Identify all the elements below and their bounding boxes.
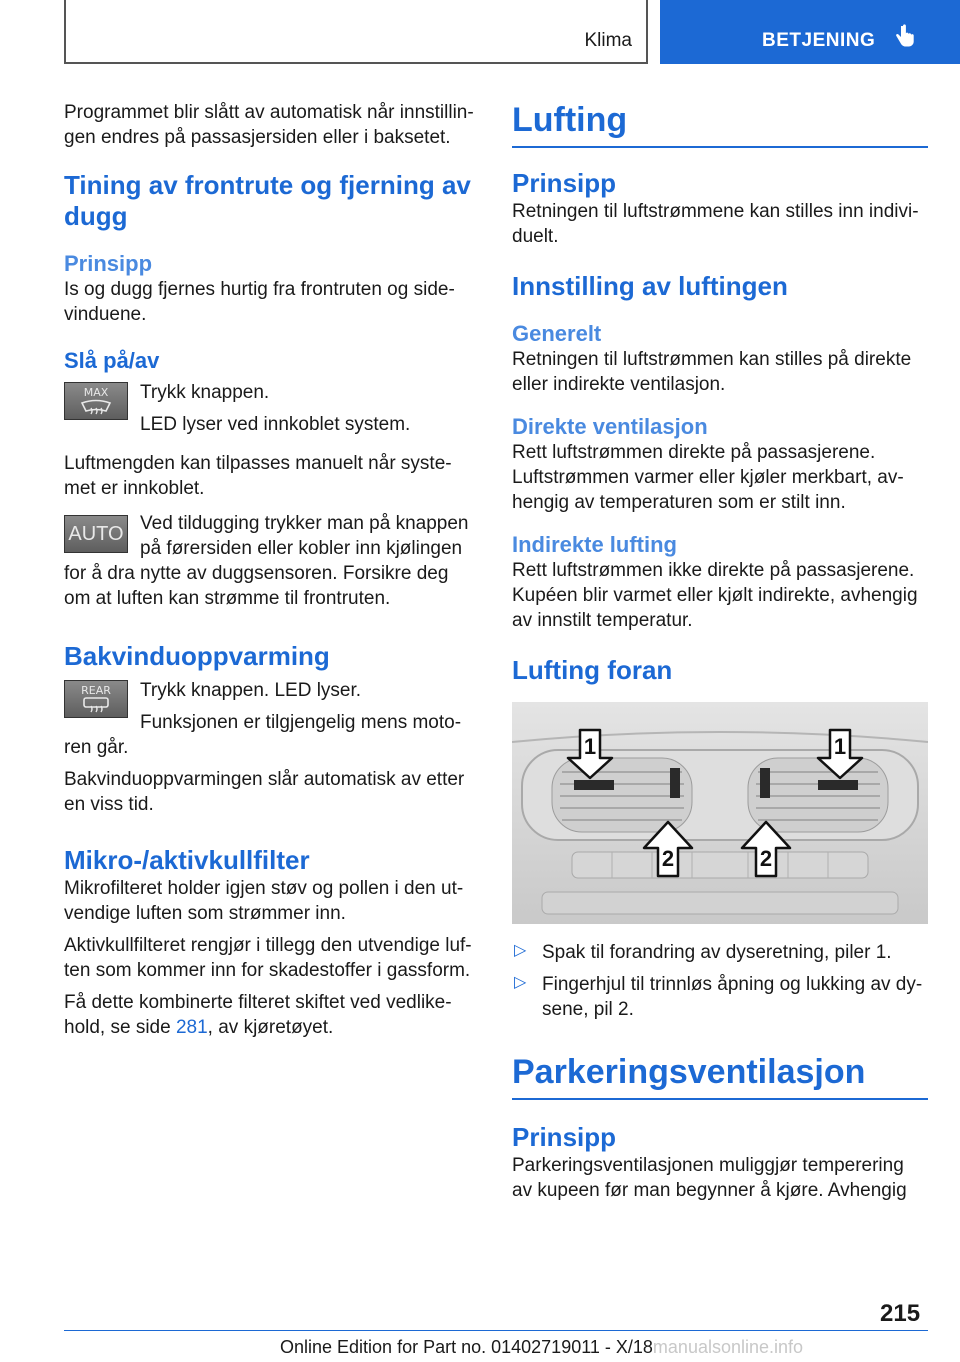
defrost-title-line-2: dugg — [64, 201, 128, 231]
indirect-line-2: Kupéen blir varmet eller kjølt indirekte, avhengig — [512, 585, 918, 606]
header-section-title: Klima — [584, 30, 632, 51]
footer-divider — [64, 1330, 928, 1331]
active-carbon-line-1: Aktivkullfilteret rengjør i tillegg den utvendige luf- — [64, 935, 472, 956]
rear-defrost-row — [64, 678, 476, 735]
intro-line-2: gen endres på passasjersiden eller i baksetet. — [64, 127, 451, 148]
max-defrost-button-icon — [64, 382, 128, 420]
auto-line-4: om at luften kan strømme til frontruten. — [64, 588, 391, 609]
direct-line-1: Rett luftstrømmen direkte på passasjerene. — [512, 442, 876, 463]
parking-line-2: av kupeen før man begynner å kjøre. Avhengig — [512, 1180, 907, 1201]
intro-line-1: Programmet blir slått av automatisk når innstillin- — [64, 102, 474, 123]
rear-button-label: REAR — [81, 684, 111, 697]
dashboard-vents-figure — [512, 702, 928, 924]
right-column — [512, 100, 928, 1203]
defrost-title-line-1: Tining av frontrute og fjerning av — [64, 170, 471, 200]
arrow-2-left-label: 2 — [661, 846, 675, 871]
arrow-2-right-label: 2 — [759, 846, 773, 871]
parking-prinsipp-heading: Prinsipp — [512, 1122, 617, 1152]
defrost-prinsipp-line-2: vinduene. — [64, 304, 147, 325]
filter-title: Mikro-/aktivkullfilter — [64, 845, 310, 875]
rear-line-3: ren går. — [64, 737, 129, 758]
airflow-line-2: met er innkoblet. — [64, 478, 205, 499]
rear-window-title: Bakvinduoppvarming — [64, 641, 330, 671]
defrost-prinsipp-heading: Prinsipp — [64, 251, 153, 276]
page-281-link[interactable]: 281 — [175, 1017, 208, 1038]
direct-heading: Direkte ventilasjon — [512, 414, 708, 439]
footer-edition-line — [280, 1337, 803, 1358]
header-chapter-box — [660, 0, 960, 64]
vent-bullet-2-line-2: sene, pil 2. — [542, 999, 634, 1020]
lufting-title: Lufting — [512, 100, 928, 148]
arrow-1-left-label: 1 — [583, 734, 597, 759]
rear-defrost-button-icon — [64, 680, 128, 718]
filter-line-2: vendige luften som strømmer inn. — [64, 903, 346, 924]
vent-bullet-1-line-1: Spak til forandring av dyseretning, piler 1. — [542, 942, 892, 963]
auto-line-1: Ved tildugging trykker man på knappen — [140, 513, 469, 534]
onoff-heading: Slå på/av — [64, 348, 160, 373]
vent-bullet-2-line-1: Fingerhjul til trinnløs åpning og lukking av dy- — [542, 974, 923, 995]
generelt-line-2: eller indirekte ventilasjon. — [512, 374, 726, 395]
airflow-line-1: Luftmengden kan tilpasses manuelt når syste- — [64, 453, 452, 474]
filter-line-1: Mikrofilteret holder igjen støv og pollen i den ut- — [64, 878, 464, 899]
service-prefix: hold, se side — [64, 1017, 176, 1038]
indirect-heading: Indirekte lufting — [512, 532, 677, 557]
auto-line-3: for å dra nytte av duggsensoren. Forsikre deg — [64, 563, 449, 584]
rear-step-1: Trykk knappen. LED lyser. — [140, 680, 362, 701]
service-line-2 — [64, 1015, 476, 1040]
indirect-line-3: av innstilt temperatur. — [512, 610, 693, 631]
footer-edition: Online Edition for Part no. 01402719011 - X/18 — [280, 1337, 653, 1357]
page-number: 215 — [880, 1300, 921, 1327]
auto-line-2: på førersiden eller kobler inn kjølingen — [140, 538, 463, 559]
generelt-heading: Generelt — [512, 321, 602, 346]
lufting-prinsipp-line-1: Retningen til luftstrømmene kan stilles inn indivi- — [512, 201, 919, 222]
bullet-triangle-icon: ▷ — [514, 942, 527, 959]
rear-line-2: Funksjonen er tilgjengelig mens moto- — [140, 712, 462, 733]
lufting-prinsipp-heading: Prinsipp — [512, 168, 617, 198]
generelt-line-1: Retningen til luftstrømmen kan stilles på direkte — [512, 349, 912, 370]
setting-title: Innstilling av luftingen — [512, 271, 788, 301]
parking-vent-title: Parkeringsventilasjon — [512, 1052, 928, 1100]
rear-auto-line-1: Bakvinduoppvarmingen slår automatisk av etter — [64, 769, 465, 790]
windshield-heat-icon — [78, 399, 114, 417]
direct-line-2: Luftstrømmen varmer eller kjøler merkbart, av- — [512, 467, 904, 488]
rear-auto-line-2: en viss tid. — [64, 794, 154, 815]
front-vent-title: Lufting foran — [512, 655, 673, 685]
left-column — [64, 100, 476, 1040]
auto-button-icon — [64, 515, 128, 553]
auto-row — [64, 511, 476, 561]
direct-line-3: hengig av temperaturen som er stilt inn. — [512, 492, 846, 513]
header-chapter-title: BETJENING — [762, 30, 876, 51]
dashboard-vents-illustration — [512, 702, 928, 924]
service-suffix: , av kjøretøyet. — [207, 1017, 334, 1038]
vent-bullet-2 — [512, 972, 928, 1022]
service-line-1: Få dette kombinerte filteret skiftet ved vedlike- — [64, 992, 452, 1013]
arrow-1-right-label: 1 — [833, 734, 847, 759]
vent-bullet-1 — [512, 940, 928, 965]
max-button-label: MAX — [83, 386, 109, 399]
footer-watermark: manualsonline.info — [652, 1337, 804, 1357]
indirect-line-1: Rett luftstrømmen ikke direkte på passasjerene. — [512, 560, 915, 581]
defrost-prinsipp-line-1: Is og dugg fjernes hurtig fra frontruten og side- — [64, 279, 455, 300]
max-step-2: LED lyser ved innkoblet system. — [140, 414, 411, 435]
rear-window-heat-icon — [78, 697, 114, 715]
bullet-triangle-icon: ▷ — [514, 974, 527, 991]
vent-bullet-list — [512, 940, 928, 1022]
max-defrost-row — [64, 380, 476, 437]
parking-line-1: Parkeringsventilasjonen muliggjør temperering — [512, 1155, 904, 1176]
active-carbon-line-2: ten som kommer inn for skadestoffer i gassform. — [64, 960, 471, 981]
pointing-hand-icon — [894, 24, 916, 55]
auto-button-label: AUTO — [68, 523, 124, 545]
lufting-prinsipp-line-2: duelt. — [512, 226, 559, 247]
max-step-1: Trykk knappen. — [140, 382, 270, 403]
header-section-box — [64, 0, 648, 64]
